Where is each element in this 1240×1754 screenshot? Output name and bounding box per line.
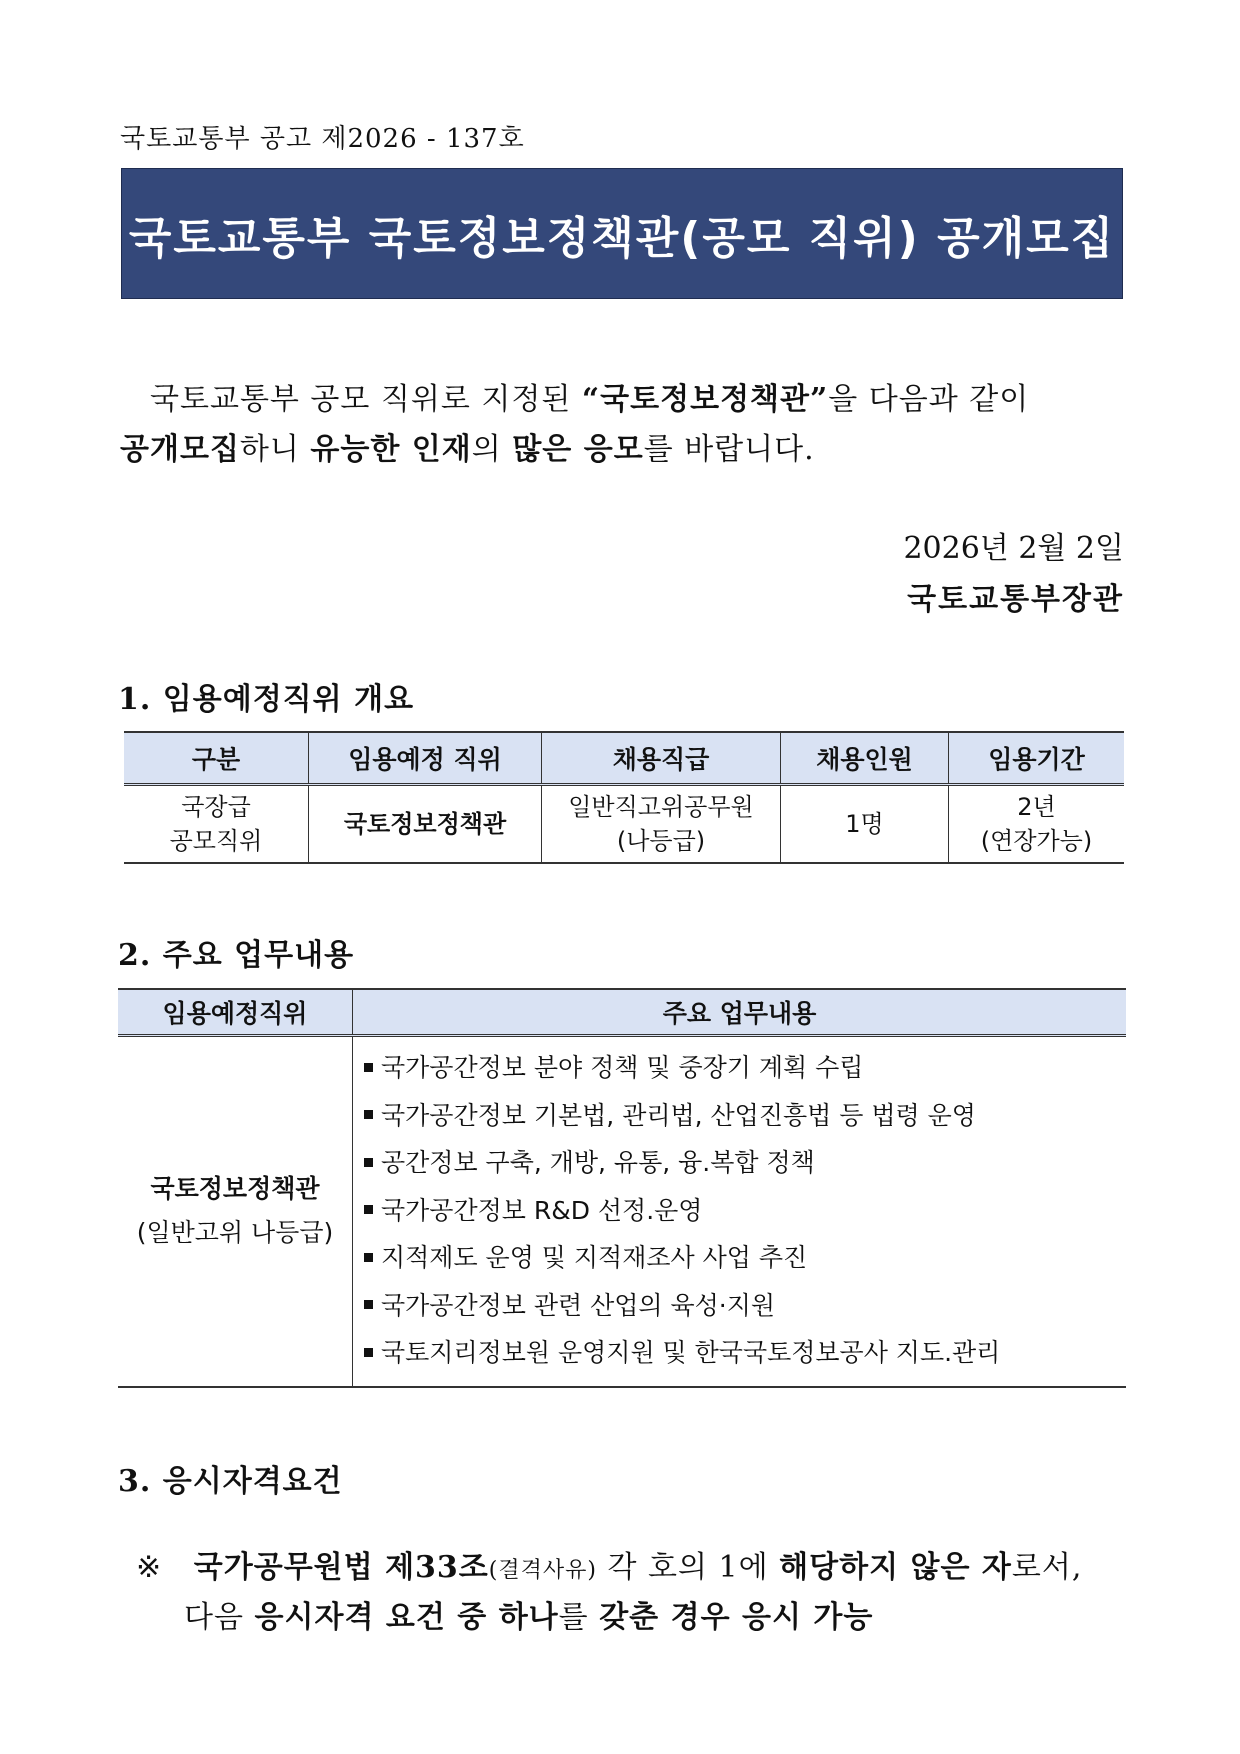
eligibility-note-line-2 (184, 1592, 873, 1636)
square-bullet-icon (364, 1063, 373, 1072)
notice-number: 국토교통부 공고 제2026 - 137호 (120, 124, 525, 154)
note-emphasis: 갖춘 경우 응시 가능 (599, 1600, 874, 1635)
square-bullet-icon (364, 1300, 373, 1309)
duties-cell (353, 1036, 1127, 1387)
count-cell: 1명 (781, 785, 949, 864)
intro-text: 를 바랍니다. (643, 432, 815, 467)
note-emphasis: 국가공무원법 제33조 (193, 1550, 489, 1585)
duty-text: 지적제도 운영 및 지적재조사 사업 추진 (381, 1243, 808, 1272)
intro-emphasis: 많은 응모 (512, 432, 644, 467)
list-item (364, 1329, 1125, 1377)
note-parenthetical: (결격사유) (488, 1558, 597, 1583)
title-banner (121, 168, 1123, 299)
intro-line-1 (150, 374, 1029, 418)
intro-position-name: “국토정보정책관” (581, 382, 829, 417)
category-line: 국장급 (181, 793, 251, 821)
note-emphasis: 응시자격 요건 중 하나 (254, 1600, 559, 1635)
category-line: 공모직위 (169, 827, 263, 855)
list-item (364, 1282, 1125, 1330)
table-row (118, 1036, 1126, 1387)
intro-text: 을 다음과 같이 (828, 382, 1030, 417)
list-item (364, 1234, 1125, 1282)
note-text: 를 (558, 1600, 600, 1635)
duty-text: 공간정보 구축, 개방, 유통, 융.복합 정책 (381, 1148, 815, 1177)
square-bullet-icon (364, 1253, 373, 1262)
table-header: 채용직급 (542, 732, 781, 785)
term-cell (949, 785, 1125, 864)
eligibility-note-line-1 (136, 1542, 1082, 1586)
list-item (364, 1044, 1125, 1092)
table-header: 주요 업무내용 (353, 989, 1127, 1036)
intro-emphasis: 공개모집 (120, 432, 240, 467)
category-cell (124, 785, 309, 864)
position-name: 국토정보정책관 (150, 1174, 320, 1204)
list-item (364, 1187, 1125, 1235)
duty-text: 국가공간정보 관련 산업의 육성·지원 (381, 1290, 776, 1320)
intro-text: 국토교통부 공모 직위로 지정된 (150, 382, 582, 417)
square-bullet-icon (364, 1205, 373, 1214)
grade-line: (나등급) (616, 827, 706, 855)
position-cell (118, 1036, 353, 1387)
reference-mark-icon: ※ (136, 1550, 163, 1585)
section-heading-overview: 1. 임용예정직위 개요 (118, 682, 415, 717)
table-header: 구분 (124, 732, 309, 785)
position-cell: 국토정보정책관 (309, 785, 542, 864)
section-heading-duties: 2. 주요 업무내용 (118, 938, 355, 973)
table-row (124, 785, 1124, 864)
intro-line-2 (120, 424, 815, 468)
note-text: 각 호의 1에 (596, 1550, 780, 1585)
list-item (364, 1092, 1125, 1140)
duty-list (354, 1038, 1125, 1385)
square-bullet-icon (364, 1158, 373, 1167)
position-grade: (일반고위 나등급) (136, 1218, 334, 1248)
intro-text: 하니 (239, 432, 311, 467)
term-line: 2년 (1017, 793, 1056, 821)
duty-text: 국가공간정보 R&D 선정.운영 (381, 1195, 703, 1225)
table-header: 임용예정 직위 (309, 732, 542, 785)
table-header: 임용예정직위 (118, 989, 353, 1036)
section-heading-eligibility: 3. 응시자격요건 (118, 1464, 343, 1499)
note-text: 다음 (184, 1600, 255, 1635)
grade-cell (542, 785, 781, 864)
note-emphasis: 해당하지 않은 자 (779, 1550, 1012, 1585)
square-bullet-icon (364, 1110, 373, 1119)
grade-line: 일반직고위공무원 (568, 793, 754, 821)
duty-text: 국가공간정보 기본법, 관리법, 산업진흥법 등 법령 운영 (381, 1100, 976, 1130)
notice-date: 2026년 2월 2일 (903, 531, 1124, 566)
signer: 국토교통부장관 (907, 582, 1124, 617)
table-header: 채용인원 (781, 732, 949, 785)
square-bullet-icon (364, 1348, 373, 1357)
list-item (364, 1139, 1125, 1187)
note-text: 로서, (1011, 1550, 1083, 1585)
duty-text: 국토지리정보원 운영지원 및 한국국토정보공사 지도.관리 (381, 1338, 1001, 1367)
term-line: (연장가능) (980, 827, 1093, 855)
duty-text: 국가공간정보 분야 정책 및 중장기 계획 수립 (381, 1053, 864, 1082)
table-header: 임용기간 (949, 732, 1125, 785)
table-header-row (124, 732, 1124, 785)
position-overview-table (124, 731, 1124, 864)
intro-emphasis: 유능한 인재 (310, 432, 472, 467)
page-title: 국토교통부 국토정보정책관(공모 직위) 공개모집 (128, 212, 1116, 264)
table-header-row (118, 989, 1126, 1036)
intro-text: 의 (471, 432, 513, 467)
duties-table (118, 988, 1126, 1388)
